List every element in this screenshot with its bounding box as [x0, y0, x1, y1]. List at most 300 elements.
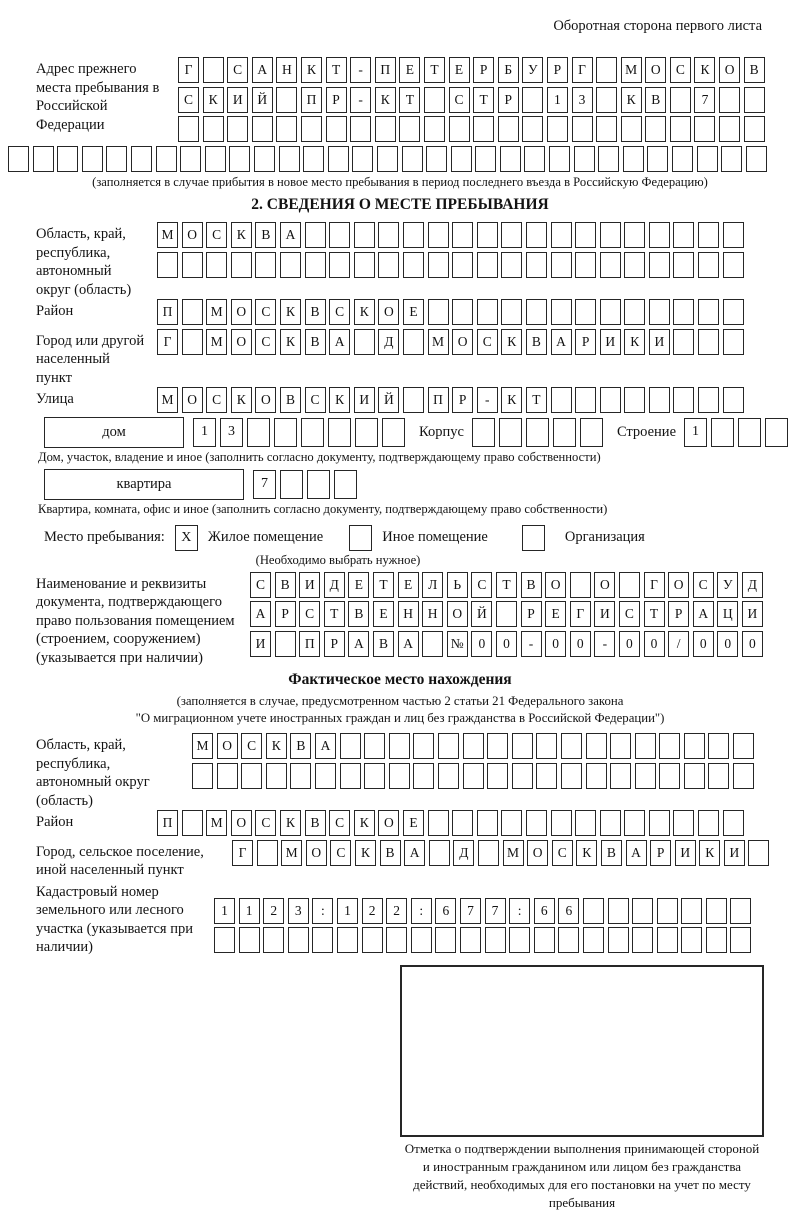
char-box[interactable]: Т — [399, 87, 420, 113]
char-box[interactable] — [375, 116, 396, 142]
char-box[interactable]: 0 — [570, 631, 591, 657]
char-box[interactable] — [279, 146, 300, 172]
char-box[interactable] — [239, 927, 260, 953]
char-box[interactable] — [580, 418, 603, 447]
char-box[interactable] — [382, 418, 405, 447]
char-box[interactable] — [610, 763, 631, 789]
char-box[interactable] — [596, 116, 617, 142]
char-box[interactable] — [472, 418, 495, 447]
char-box[interactable] — [257, 840, 278, 866]
char-box[interactable] — [288, 927, 309, 953]
char-box[interactable] — [733, 733, 754, 759]
char-box[interactable] — [438, 763, 459, 789]
char-box[interactable]: К — [280, 329, 301, 355]
char-box[interactable] — [522, 116, 543, 142]
char-box[interactable]: Н — [422, 601, 443, 627]
char-box[interactable] — [561, 733, 582, 759]
char-box[interactable]: 0 — [471, 631, 492, 657]
char-box[interactable] — [534, 927, 555, 953]
char-box[interactable]: С — [206, 222, 227, 248]
char-box[interactable]: О — [594, 572, 615, 598]
char-box[interactable] — [698, 387, 719, 413]
char-box[interactable]: Г — [157, 329, 178, 355]
char-box[interactable] — [673, 810, 694, 836]
char-box[interactable] — [526, 299, 547, 325]
char-box[interactable] — [428, 810, 449, 836]
char-box[interactable]: И — [227, 87, 248, 113]
char-box[interactable] — [574, 146, 595, 172]
char-box[interactable]: 0 — [619, 631, 640, 657]
char-box[interactable]: С — [178, 87, 199, 113]
char-box[interactable] — [354, 252, 375, 278]
char-box[interactable] — [551, 222, 572, 248]
char-box[interactable] — [364, 733, 385, 759]
char-box[interactable]: А — [404, 840, 425, 866]
char-box[interactable] — [106, 146, 127, 172]
char-box[interactable]: Ь — [447, 572, 468, 598]
char-box[interactable] — [229, 146, 250, 172]
char-box[interactable] — [403, 222, 424, 248]
char-box[interactable]: О — [527, 840, 548, 866]
char-box[interactable] — [280, 252, 301, 278]
char-box[interactable]: К — [576, 840, 597, 866]
char-box[interactable]: Ц — [717, 601, 738, 627]
char-box[interactable]: О — [182, 387, 203, 413]
char-box[interactable]: 3 — [572, 87, 593, 113]
char-box[interactable]: Й — [252, 87, 273, 113]
char-box[interactable]: Т — [424, 57, 445, 83]
char-box[interactable]: В — [348, 601, 369, 627]
char-box[interactable] — [33, 146, 54, 172]
char-box[interactable] — [681, 927, 702, 953]
char-box[interactable] — [575, 299, 596, 325]
char-box[interactable] — [719, 87, 740, 113]
char-box[interactable]: О — [231, 810, 252, 836]
char-box[interactable] — [733, 763, 754, 789]
char-box[interactable] — [477, 252, 498, 278]
char-box[interactable] — [509, 927, 530, 953]
char-box[interactable] — [649, 222, 670, 248]
char-box[interactable] — [723, 222, 744, 248]
char-box[interactable]: А — [626, 840, 647, 866]
char-box[interactable]: П — [428, 387, 449, 413]
char-box[interactable]: А — [329, 329, 350, 355]
char-box[interactable] — [673, 222, 694, 248]
char-box[interactable] — [596, 87, 617, 113]
char-box[interactable]: О — [447, 601, 468, 627]
char-box[interactable]: Е — [373, 601, 394, 627]
char-box[interactable] — [182, 299, 203, 325]
char-box[interactable]: С — [299, 601, 320, 627]
char-box[interactable]: : — [509, 898, 530, 924]
char-box[interactable] — [328, 146, 349, 172]
char-box[interactable] — [572, 116, 593, 142]
char-box[interactable]: Й — [378, 387, 399, 413]
char-box[interactable] — [600, 299, 621, 325]
char-box[interactable] — [241, 763, 262, 789]
char-box[interactable]: О — [231, 299, 252, 325]
char-box[interactable]: В — [521, 572, 542, 598]
char-box[interactable] — [337, 927, 358, 953]
char-box[interactable] — [473, 116, 494, 142]
char-box[interactable]: 3 — [220, 418, 243, 447]
char-box[interactable] — [205, 146, 226, 172]
char-box[interactable]: Е — [403, 299, 424, 325]
char-box[interactable] — [178, 116, 199, 142]
char-box[interactable]: О — [255, 387, 276, 413]
char-box[interactable] — [203, 116, 224, 142]
char-box[interactable] — [526, 810, 547, 836]
char-box[interactable] — [334, 470, 357, 499]
char-box[interactable] — [512, 733, 533, 759]
char-box[interactable] — [645, 116, 666, 142]
char-box[interactable] — [463, 733, 484, 759]
char-box[interactable]: О — [452, 329, 473, 355]
char-box[interactable] — [303, 146, 324, 172]
char-box[interactable] — [649, 299, 670, 325]
char-box[interactable] — [632, 927, 653, 953]
char-box[interactable]: Т — [526, 387, 547, 413]
char-box[interactable] — [403, 387, 424, 413]
char-box[interactable] — [389, 763, 410, 789]
char-box[interactable] — [624, 387, 645, 413]
char-box[interactable]: В — [373, 631, 394, 657]
char-box[interactable] — [485, 927, 506, 953]
char-box[interactable]: И — [299, 572, 320, 598]
char-box[interactable]: А — [250, 601, 271, 627]
char-box[interactable] — [635, 763, 656, 789]
char-box[interactable]: К — [354, 810, 375, 836]
char-box[interactable] — [501, 299, 522, 325]
char-box[interactable]: Р — [575, 329, 596, 355]
char-box[interactable] — [247, 418, 270, 447]
char-box[interactable] — [575, 387, 596, 413]
char-box[interactable] — [583, 898, 604, 924]
char-box[interactable] — [744, 87, 765, 113]
char-box[interactable] — [422, 631, 443, 657]
char-box[interactable] — [399, 116, 420, 142]
char-box[interactable]: К — [280, 299, 301, 325]
char-box[interactable]: : — [411, 898, 432, 924]
apartment-type-box[interactable]: квартира — [44, 469, 244, 500]
char-box[interactable] — [424, 87, 445, 113]
char-box[interactable] — [561, 763, 582, 789]
char-box[interactable]: М — [206, 810, 227, 836]
char-box[interactable]: Т — [644, 601, 665, 627]
char-box[interactable] — [274, 418, 297, 447]
char-box[interactable] — [435, 927, 456, 953]
char-box[interactable]: Е — [545, 601, 566, 627]
char-box[interactable] — [706, 898, 727, 924]
char-box[interactable]: Т — [373, 572, 394, 598]
char-box[interactable] — [598, 146, 619, 172]
char-box[interactable]: 1 — [193, 418, 216, 447]
char-box[interactable] — [635, 733, 656, 759]
char-box[interactable] — [673, 329, 694, 355]
char-box[interactable]: Р — [326, 87, 347, 113]
char-box[interactable] — [402, 146, 423, 172]
char-box[interactable]: - — [521, 631, 542, 657]
char-box[interactable] — [355, 418, 378, 447]
char-box[interactable]: К — [354, 299, 375, 325]
char-box[interactable] — [214, 927, 235, 953]
char-box[interactable]: К — [280, 810, 301, 836]
char-box[interactable] — [340, 763, 361, 789]
char-box[interactable] — [623, 146, 644, 172]
char-box[interactable] — [600, 387, 621, 413]
char-box[interactable]: В — [280, 387, 301, 413]
char-box[interactable]: 7 — [253, 470, 276, 499]
char-box[interactable]: К — [355, 840, 376, 866]
char-box[interactable]: 7 — [694, 87, 715, 113]
char-box[interactable]: Т — [496, 572, 517, 598]
char-box[interactable]: С — [206, 387, 227, 413]
char-box[interactable]: А — [348, 631, 369, 657]
char-box[interactable] — [452, 222, 473, 248]
char-box[interactable]: Р — [275, 601, 296, 627]
char-box[interactable]: С — [670, 57, 691, 83]
char-box[interactable] — [428, 299, 449, 325]
char-box[interactable] — [386, 927, 407, 953]
char-box[interactable]: Г — [232, 840, 253, 866]
char-box[interactable]: И — [742, 601, 763, 627]
char-box[interactable] — [721, 146, 742, 172]
char-box[interactable]: М — [281, 840, 302, 866]
char-box[interactable]: К — [266, 733, 287, 759]
char-box[interactable] — [378, 252, 399, 278]
char-box[interactable]: Г — [178, 57, 199, 83]
char-box[interactable]: П — [299, 631, 320, 657]
char-box[interactable]: 0 — [496, 631, 517, 657]
char-box[interactable]: К — [301, 57, 322, 83]
char-box[interactable]: О — [378, 810, 399, 836]
char-box[interactable] — [477, 222, 498, 248]
char-box[interactable]: Й — [471, 601, 492, 627]
char-box[interactable] — [328, 418, 351, 447]
char-box[interactable] — [624, 252, 645, 278]
char-box[interactable]: В — [526, 329, 547, 355]
char-box[interactable]: Н — [276, 57, 297, 83]
char-box[interactable] — [182, 252, 203, 278]
char-box[interactable]: В — [744, 57, 765, 83]
char-box[interactable] — [512, 763, 533, 789]
char-box[interactable] — [499, 418, 522, 447]
char-box[interactable] — [522, 87, 543, 113]
char-box[interactable]: С — [255, 329, 276, 355]
char-box[interactable] — [649, 252, 670, 278]
char-box[interactable]: № — [447, 631, 468, 657]
char-box[interactable] — [429, 840, 450, 866]
char-box[interactable] — [362, 927, 383, 953]
char-box[interactable]: 2 — [263, 898, 284, 924]
char-box[interactable]: Г — [572, 57, 593, 83]
char-box[interactable] — [501, 810, 522, 836]
char-box[interactable] — [424, 116, 445, 142]
char-box[interactable] — [748, 840, 769, 866]
char-box[interactable]: М — [428, 329, 449, 355]
char-box[interactable]: С — [552, 840, 573, 866]
checkbox-other-premises[interactable] — [349, 525, 372, 551]
char-box[interactable]: У — [717, 572, 738, 598]
char-box[interactable]: - — [594, 631, 615, 657]
char-box[interactable]: 0 — [644, 631, 665, 657]
char-box[interactable] — [231, 252, 252, 278]
char-box[interactable] — [131, 146, 152, 172]
char-box[interactable]: И — [724, 840, 745, 866]
char-box[interactable]: С — [449, 87, 470, 113]
char-box[interactable]: К — [699, 840, 720, 866]
char-box[interactable]: В — [290, 733, 311, 759]
char-box[interactable]: И — [600, 329, 621, 355]
char-box[interactable] — [657, 898, 678, 924]
char-box[interactable]: 6 — [534, 898, 555, 924]
char-box[interactable] — [305, 222, 326, 248]
char-box[interactable] — [254, 146, 275, 172]
char-box[interactable] — [711, 418, 734, 447]
char-box[interactable]: О — [719, 57, 740, 83]
char-box[interactable]: 2 — [362, 898, 383, 924]
char-box[interactable] — [684, 763, 705, 789]
char-box[interactable] — [647, 146, 668, 172]
char-box[interactable]: С — [477, 329, 498, 355]
char-box[interactable]: Р — [547, 57, 568, 83]
char-box[interactable]: С — [255, 299, 276, 325]
char-box[interactable] — [452, 252, 473, 278]
char-box[interactable] — [624, 810, 645, 836]
char-box[interactable]: Н — [398, 601, 419, 627]
char-box[interactable] — [438, 733, 459, 759]
char-box[interactable] — [547, 116, 568, 142]
char-box[interactable] — [413, 733, 434, 759]
char-box[interactable]: В — [305, 810, 326, 836]
char-box[interactable]: К — [621, 87, 642, 113]
char-box[interactable]: О — [306, 840, 327, 866]
char-box[interactable] — [426, 146, 447, 172]
char-box[interactable]: 1 — [684, 418, 707, 447]
char-box[interactable]: А — [315, 733, 336, 759]
char-box[interactable]: М — [503, 840, 524, 866]
char-box[interactable]: - — [350, 57, 371, 83]
char-box[interactable]: В — [645, 87, 666, 113]
char-box[interactable]: Т — [324, 601, 345, 627]
char-box[interactable]: А — [252, 57, 273, 83]
char-box[interactable]: Р — [650, 840, 671, 866]
char-box[interactable] — [252, 116, 273, 142]
char-box[interactable] — [575, 252, 596, 278]
char-box[interactable] — [280, 470, 303, 499]
char-box[interactable]: К — [501, 387, 522, 413]
char-box[interactable]: К — [329, 387, 350, 413]
char-box[interactable]: Д — [453, 840, 474, 866]
char-box[interactable]: 0 — [717, 631, 738, 657]
char-box[interactable]: О — [231, 329, 252, 355]
char-box[interactable]: Е — [398, 572, 419, 598]
char-box[interactable]: Р — [452, 387, 473, 413]
char-box[interactable]: С — [250, 572, 271, 598]
char-box[interactable] — [706, 927, 727, 953]
char-box[interactable] — [276, 87, 297, 113]
char-box[interactable] — [600, 222, 621, 248]
char-box[interactable] — [82, 146, 103, 172]
char-box[interactable] — [301, 116, 322, 142]
char-box[interactable]: К — [501, 329, 522, 355]
char-box[interactable] — [463, 763, 484, 789]
char-box[interactable]: Т — [473, 87, 494, 113]
char-box[interactable] — [575, 810, 596, 836]
char-box[interactable]: П — [301, 87, 322, 113]
char-box[interactable] — [329, 252, 350, 278]
char-box[interactable]: О — [668, 572, 689, 598]
char-box[interactable]: 1 — [337, 898, 358, 924]
char-box[interactable] — [389, 733, 410, 759]
char-box[interactable] — [290, 763, 311, 789]
char-box[interactable] — [526, 222, 547, 248]
char-box[interactable] — [672, 146, 693, 172]
char-box[interactable] — [536, 763, 557, 789]
char-box[interactable]: 0 — [742, 631, 763, 657]
char-box[interactable] — [624, 299, 645, 325]
char-box[interactable] — [657, 927, 678, 953]
char-box[interactable]: 7 — [485, 898, 506, 924]
char-box[interactable]: Б — [498, 57, 519, 83]
char-box[interactable] — [551, 387, 572, 413]
char-box[interactable]: И — [675, 840, 696, 866]
char-box[interactable] — [744, 116, 765, 142]
char-box[interactable] — [477, 299, 498, 325]
char-box[interactable]: А — [693, 601, 714, 627]
char-box[interactable] — [698, 329, 719, 355]
char-box[interactable]: О — [545, 572, 566, 598]
char-box[interactable] — [698, 252, 719, 278]
char-box[interactable]: М — [157, 387, 178, 413]
char-box[interactable] — [180, 146, 201, 172]
char-box[interactable]: Р — [498, 87, 519, 113]
char-box[interactable] — [570, 572, 591, 598]
char-box[interactable]: О — [217, 733, 238, 759]
char-box[interactable] — [217, 763, 238, 789]
char-box[interactable]: М — [206, 329, 227, 355]
char-box[interactable] — [719, 116, 740, 142]
char-box[interactable] — [478, 840, 499, 866]
char-box[interactable] — [263, 927, 284, 953]
char-box[interactable]: М — [192, 733, 213, 759]
char-box[interactable]: И — [250, 631, 271, 657]
char-box[interactable] — [670, 87, 691, 113]
char-box[interactable] — [608, 927, 629, 953]
char-box[interactable] — [619, 572, 640, 598]
char-box[interactable]: О — [645, 57, 666, 83]
char-box[interactable]: М — [621, 57, 642, 83]
char-box[interactable] — [377, 146, 398, 172]
char-box[interactable]: 1 — [547, 87, 568, 113]
char-box[interactable] — [340, 733, 361, 759]
char-box[interactable]: Р — [473, 57, 494, 83]
char-box[interactable] — [549, 146, 570, 172]
char-box[interactable] — [624, 222, 645, 248]
char-box[interactable]: 7 — [460, 898, 481, 924]
char-box[interactable] — [583, 927, 604, 953]
char-box[interactable] — [475, 146, 496, 172]
char-box[interactable] — [765, 418, 788, 447]
char-box[interactable] — [536, 733, 557, 759]
char-box[interactable] — [526, 252, 547, 278]
char-box[interactable] — [673, 252, 694, 278]
char-box[interactable] — [608, 898, 629, 924]
char-box[interactable] — [403, 329, 424, 355]
char-box[interactable] — [315, 763, 336, 789]
char-box[interactable] — [649, 810, 670, 836]
char-box[interactable]: К — [203, 87, 224, 113]
